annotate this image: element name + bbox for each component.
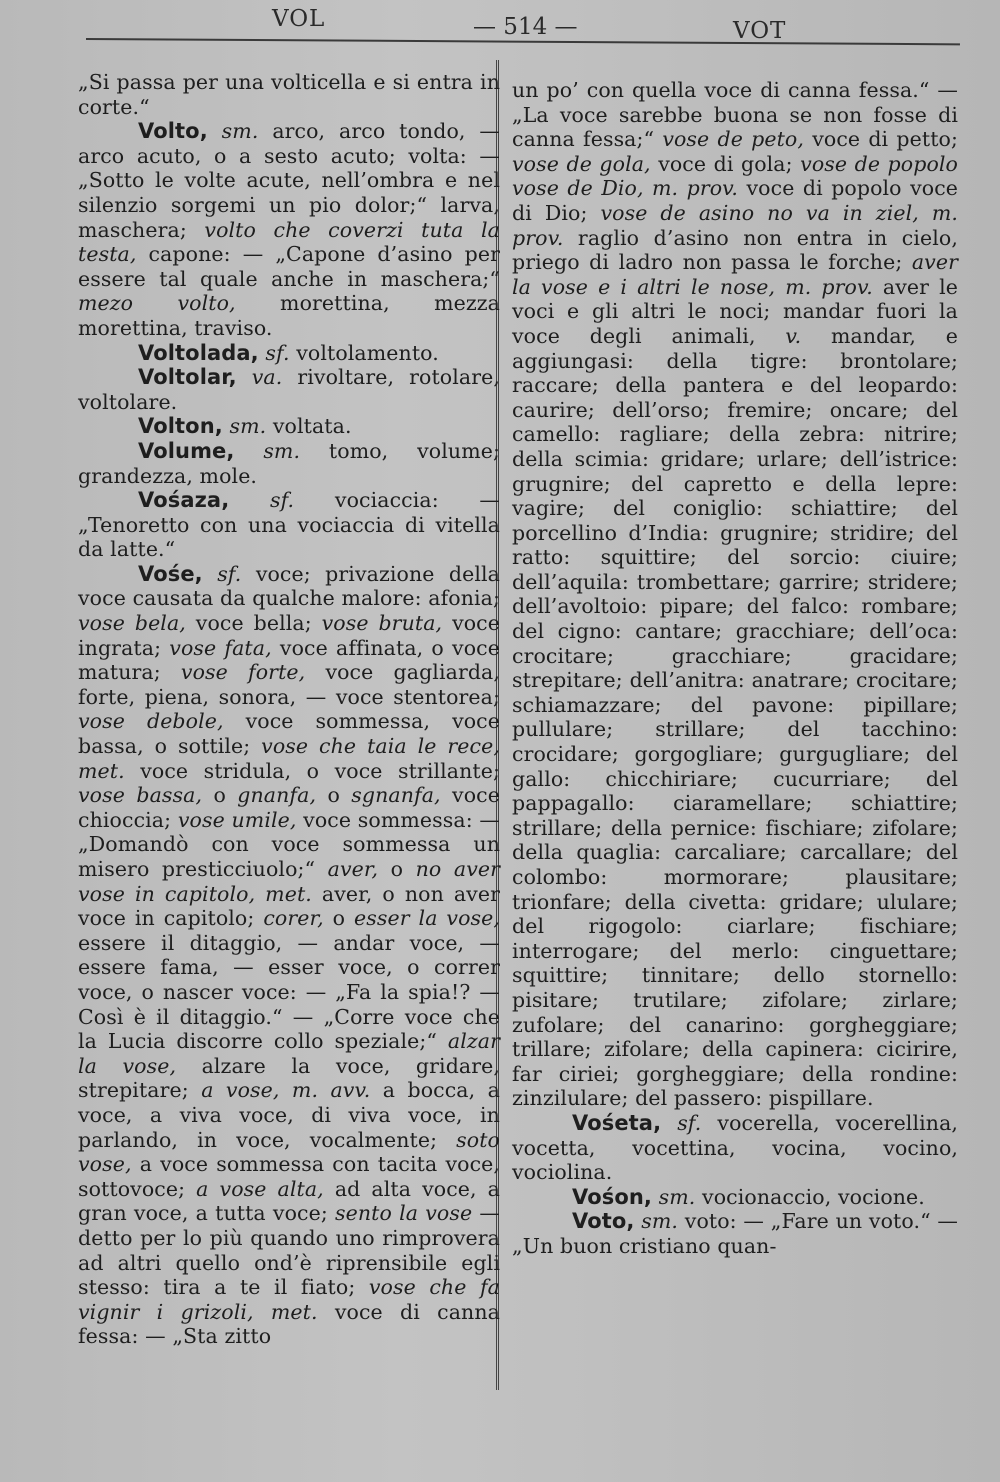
definition-text: vocerella, vocerellina, vocetta, vocettina, vocina, vocino, vociolina. [512,1110,959,1185]
dictionary-entry [78,414,500,439]
venetian-phrase: a vose alta, [196,1176,324,1201]
dictionary-entry [78,119,500,340]
header-left-guide-word: VOL [272,6,326,32]
definition-text: o [390,857,404,881]
definition-text: voce bella; [195,611,312,636]
venetian-phrase: soto vose, [78,1127,500,1177]
headword: Voltolar, [138,365,237,390]
definition-text: voce sommessa: — „Domandò con voce sommessa un misero presticciuolo;“ [78,807,500,881]
grammar-label: va. [251,365,283,390]
venetian-phrase: volto che coverzi tuta la testa, [78,217,500,267]
definition-text: raglio d’asino non entra in cielo, priego di ladro non passa le forche; [512,225,958,275]
grammar-label: sm. [641,1209,679,1234]
definition-text: o [213,783,226,808]
grammar-label: sf. [265,340,290,365]
definition-text: morettina, mezza morettina, traviso. [78,291,500,340]
definition-text: arco, arco tondo, — arco acuto, o a sesto acuto; volta: — „Sotto le volte acute, nell’ombra e nel silenzio sorgemi un pio dolor;“ larva, maschera; [78,119,500,242]
venetian-phrase: vose bruta, [321,611,443,636]
continued-text [512,78,958,1111]
definition-text: voltolamento. [296,340,439,365]
definition-text: — detto per lo più quando uno rimprovera ad altri quello ond’è riprensibile egli stesso: tira a te il fiato; [78,1201,501,1300]
venetian-phrase: vose de peto, [662,127,804,152]
page-number: — 514 — [473,14,578,40]
headword: Vośaza, [138,488,230,513]
definition-text: voce di petto; [812,127,958,152]
grammar-label: sm. [658,1184,696,1209]
definition-text: o [332,906,346,931]
grammar-label: sf. [677,1110,702,1135]
headword: Volume, [138,438,235,463]
venetian-phrase: mezo volto, [78,291,236,316]
definition-text: capone: — „Capone d’asino per essere tal quale anche in maschera;“ [78,242,500,291]
headword: Volton, [138,414,223,439]
venetian-phrase: vose de asino no va in ziel, m. prov. [512,200,958,250]
definition-text: vociaccia: — „Tenoretto con una vociaccia di vitella da latte.“ [78,488,501,562]
definition-text: un po’ con quella voce di canna fessa.“ — „La voce sarebbe buona se non fosse di canna fessa;“ [512,78,958,152]
venetian-phrase: corer, [263,906,324,931]
headword: Vośe, [138,561,203,586]
venetian-phrase: vose de gola, [512,151,651,176]
venetian-phrase: vose bela, [78,611,186,636]
venetian-phrase: gnanfa, [237,783,317,808]
dictionary-entry [78,341,500,366]
dictionary-entry [512,1209,958,1258]
grammar-label: sf. [269,488,295,513]
venetian-phrase: vose che taia le rece, met. [78,734,500,783]
definition-text: aver, o non aver voce in capitolo; [78,881,500,931]
grammar-label: sm. [229,414,267,439]
venetian-phrase: vose forte, [180,660,306,685]
definition-text: voto: — „Fare un voto.“ — „Un buon cristiano quan- [512,1209,959,1258]
definition-text: a voce sommessa con tacita voce, sottovoce; [78,1152,500,1201]
venetian-phrase: vose bassa, [78,783,203,808]
headword: Volto, [138,119,208,144]
definition-text: voce stridula, o voce strillante; [140,758,500,783]
right-column [512,78,958,1259]
definition-text: voce affinata, o voce matura; [78,635,500,685]
venetian-phrase: vose umile, [177,807,297,832]
definition-text: vocionaccio, vocione. [702,1184,925,1209]
grammar-label: sf. [217,561,242,586]
venetian-phrase: vose de popolo vose de Dio, m. prov. [512,151,958,201]
definition-text: mandar, e aggiungasi: della tigre: brontolare; raccare; della pantera e del leopardo: caurire; dell’orso; fremire; oncare; del camello: ragliare; della zebra: nitrire; della scimia: gridare; urlare; dell’istrice: grugnire; del capretto e della lepre: vagire; del coniglio: schiattire; del porcellino d’India: grugnire; stridire; del ratto: squittire; del sorcio: ciuire; dell’aquila: trombettare; garrire; stridere; dell’avoltoio: pipare; del falco: rombare; del cigno: cantare; gracchiare; dell’oca: crocitare; gracchiare; gracidare; strepitare; dell’anitra: anatrare; crocitare; schiamazzare; del pavone: pipillare; pullulare; strillare; del tacchino: crocidare; gorgogliare; gurgugliare; del gallo: chicchiriare; cucurriare; del pappagallo: ciaramellare; schiattire; strillare; della pernice: fischiare; zifolare; della quaglia: carcaliare; carcallare; del colombo: mormorare; plausitare; trionfare; della civetta: gridare; ululare; del rigogolo: ciarlare; fischiare; interrogare; del merlo: cinguettare; squittire; tinnitare; dello stornello: pisitare; trutilare; zifolare; zirlare; zufolare; del canarino: gorgheggiare; trillare; zifolare; della capinera: cicirire, far ciriei; gorgheggiare; della rondine: zinzilulare; del passero: pispillare. [512,323,958,1111]
venetian-phrase: vose fata, [169,635,272,660]
dictionary-entry [78,488,500,562]
headword: Vośon, [572,1184,652,1209]
dictionary-entry [512,1111,958,1185]
dictionary-entry [78,562,500,1349]
dictionary-entry [512,1185,958,1210]
grammar-label: sm. [221,119,259,144]
definition-text: voce; privazione della voce causata da qualche malore: afonia; [78,561,500,611]
definition-text: voce di popolo voce di Dio; [512,176,959,225]
definition-text: rivoltare, rotolare, voltolare. [78,365,500,414]
definition-text: ad alta voce, a gran voce, a tutta voce; [78,1176,500,1226]
venetian-phrase: esser la vose, [354,906,501,931]
venetian-phrase: a vose, m. avv. [201,1078,371,1103]
definition-text: „Si passa per una volticella e si entra in corte.“ [78,70,500,119]
venetian-phrase: sento la vose [335,1201,473,1226]
venetian-phrase: vose che fa vignir i grizoli, met. [78,1275,500,1324]
definition-text: alzare la voce, gridare, strepitare; [78,1053,500,1103]
definition-text: essere il ditaggio, — andar voce, — essere fama, — esser voce, o correr voce, o nascer voce: — „Fa la spia!? — Così è il ditaggio.“ — „Corre voce che la Lucia discorre collo speziale;“ [78,930,500,1054]
header-right-guide-word: VOT [733,18,787,44]
headword: Voto, [572,1209,635,1234]
definition-text: o [327,783,340,808]
definition-text: voce chioccia; [78,783,500,832]
definition-text: voce di gola; [658,151,793,176]
dictionary-entry [78,365,500,414]
venetian-phrase: no aver vose in capitolo, met. [78,857,501,906]
venetian-phrase: alzar la vose, [78,1029,500,1078]
dictionary-entry [78,439,500,488]
venetian-phrase: vose debole, [78,709,224,734]
definition-text: aver le voci e gli altri le noci; mandar fuori la voce degli animali, [512,274,959,348]
definition-text: voce ingrata; [78,611,500,660]
venetian-phrase: aver, [327,857,379,881]
left-column [78,70,500,1349]
definition-text: voltata. [272,414,352,439]
definition-text: voce gagliarda, forte, piena, sonora, — voce stentorea; [78,660,500,709]
definition-text: a bocca, a voce, a viva voce, di viva voce, in parlando, in voce, vocalmente; [78,1078,500,1152]
venetian-phrase: aver la vose e i altri le nose, m. prov. [512,250,958,299]
definition-text: voce sommessa, voce bassa, o sottile; [78,709,500,759]
continued-text [78,70,500,119]
headword: Voltolada, [138,340,259,365]
venetian-phrase: sgnanfa, [351,783,441,808]
definition-text: tomo, volume; grandezza, mole. [78,438,500,488]
grammar-label: sm. [263,438,301,463]
definition-text: voce di canna fessa: — „Sta zitto [78,1299,500,1349]
grammar-label: v. [785,323,802,348]
headword: Vośeta, [572,1110,662,1135]
page-header [90,4,960,44]
